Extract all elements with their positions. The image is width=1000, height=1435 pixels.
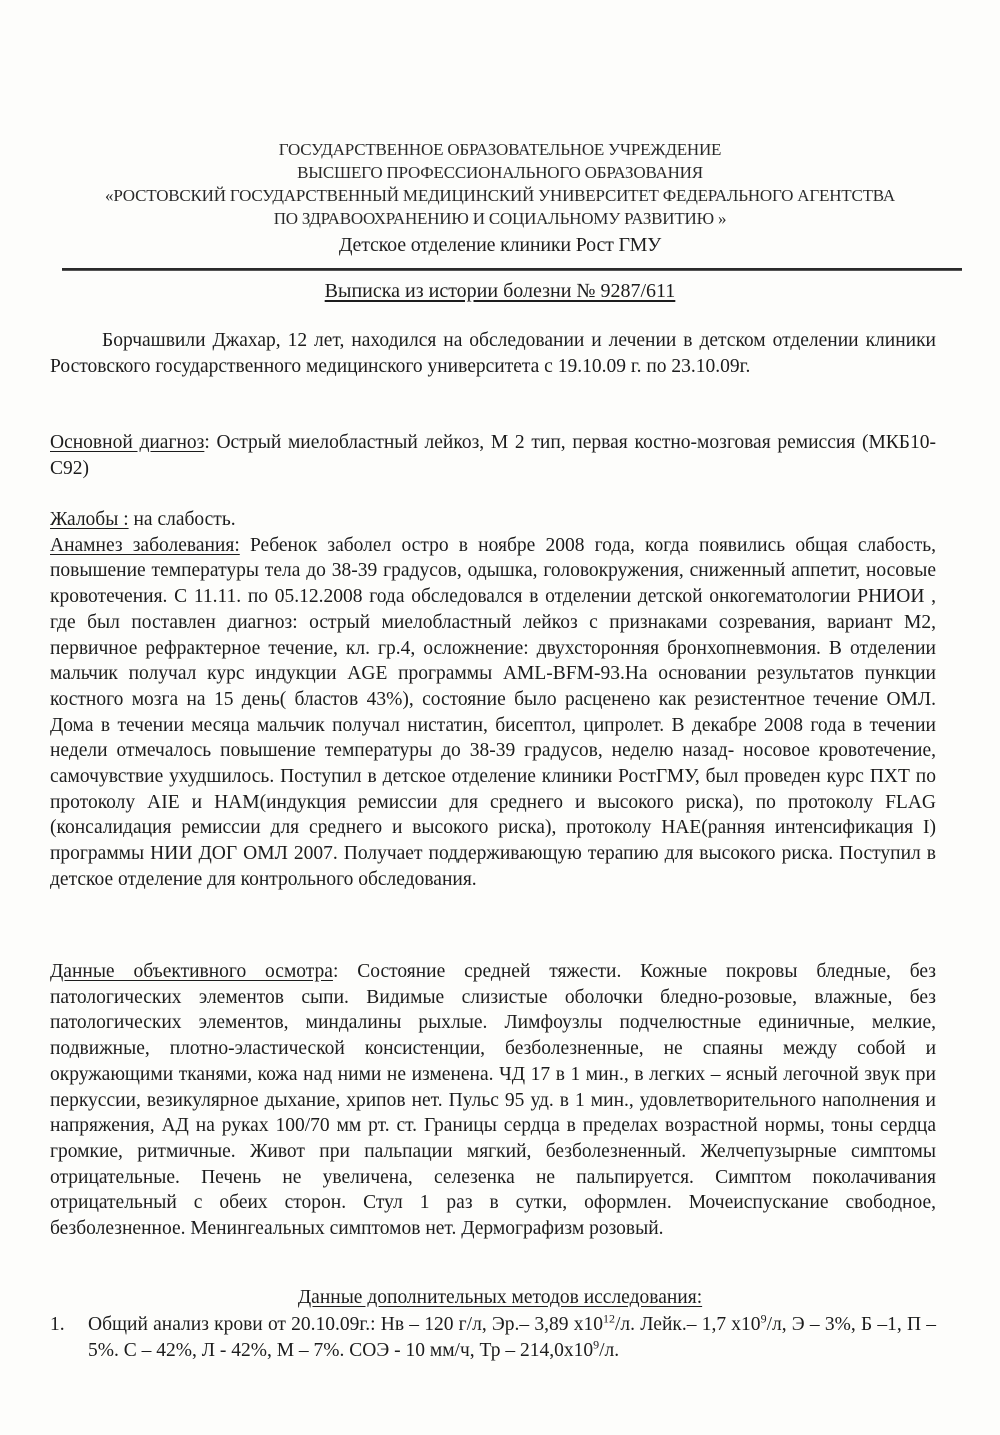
document-title xyxy=(0,280,1000,303)
anamnesis-text: Ребенок заболел остро в ноябре 2008 года, когда появились общая слабость, повышение температуры тела до 38-39 градусов, одышка, головокружения, сниженный аппетит, носовые кровотечения. С 11.11. по 05.12.2008 года обследовался в отделении детской онкогематологии РНИОИ , где был поставлен диагноз: острый миелобластный лейкоз с признаками созревания, вариант М2, первичное рефрактерное течение, кл. гр.4, осложнение: двухсторонняя бронхопневмония. В отделении мальчик получал курс индукции AGE программы AML-BFM-93.На основании результатов пункции костного мозга на 15 день( бластов 43%), состояние было расценено как резистентное течение ОМЛ. Дома в течении месяца мальчик получал нистатин, бисептол, ципролет. В декабре 2008 года в течении недели отмечалось повышение температуры до 38-39 градусов, неделю назад- носовое кровотечение, самочувствие ухудшилось. Поступил в детское отделение клиники РостГМУ, был проведен курс ПХТ по протоколу AIE и HAM(индукция ремиссии для среднего и высокого риска), по протоколу FLAG (консалидация ремиссии для среднего и высокого риска), протоколу HAE(ранняя интенсификация I) программы НИИ ДОГ ОМЛ 2007. Получает поддерживающую терапию для высокого риска. Поступил в детское отделение для контрольного обследования. xyxy=(50,534,936,890)
exam-label: Данные объективного осмотра xyxy=(50,961,333,982)
diagnosis-section xyxy=(50,430,936,481)
blood-test-part: /л, Э – 3%, Б –1, П – 5%. С – 42%, Л - 42%, М – 7%. СОЭ - 10 мм/ч, Тр – 214,0х10 xyxy=(88,1314,936,1361)
header-line: ПО ЗДРАВООХРАНЕНИЮ И СОЦИАЛЬНОМУ РАЗВИТИЮ » xyxy=(273,209,727,228)
blood-test-part: /л. xyxy=(599,1339,620,1361)
complaints-text: на слабость. xyxy=(128,509,236,530)
exponent: 12 xyxy=(602,1311,615,1326)
institution-header xyxy=(40,138,960,258)
diagnosis-paragraph xyxy=(50,430,936,481)
exam-text: : Состояние средней тяжести. Кожные покровы бледные, без патологических элементов сыпи. Видимые слизистые оболочки бледно-розовые, влажные, без патологических элементов, миндалины рыхлые. Лимфоузлы подчелюстные единичные, мелкие, подвижные, плотно-эластической консистенции, безболезненные, не спаяны между собой и окружающими тканями, кожа над ними не изменена. ЧД 17 в 1 мин., в легких – ясный легочной звук при перкуссии, везикулярное дыхание, хрипов нет. Пульс 95 уд. в 1 мин., удовлетворительного наполнения и напряжения, АД на руках 100/70 мм рт. ст. Границы сердца в пределах возрастной нормы, тоны сердца громкие, ритмичные. Живот при пальпации мягкий, безболезненный. Желчепузырные симптомы отрицательные. Печень не увеличена, селезенка не пальпируется. Симптом поколачивания отрицательный с обеих сторон. Стул 1 раз в сутки, оформлен. Мочеиспускание свободное, безболезненное. Менингеальных симптомов нет. Дермографизм розовый. xyxy=(50,961,936,1240)
exam-section xyxy=(50,959,936,1242)
intro-paragraph xyxy=(50,328,936,379)
additional-methods-list xyxy=(50,1312,936,1363)
anamnesis-paragraph xyxy=(50,533,936,893)
header-line: «РОСТОВСКИЙ ГОСУДАРСТВЕННЫЙ МЕДИЦИНСКИЙ УНИВЕРСИТЕТ ФЕДЕРАЛЬНОГО АГЕНТСТВА xyxy=(105,186,895,205)
department-name: Детское отделение клиники Рост ГМУ xyxy=(338,234,662,256)
exponent: 9 xyxy=(760,1311,767,1326)
exponent: 9 xyxy=(593,1337,600,1352)
list-item xyxy=(50,1312,936,1363)
header-line: ГОСУДАРСТВЕННОЕ ОБРАЗОВАТЕЛЬНОЕ УЧРЕЖДЕНИЕ xyxy=(278,140,722,159)
additional-methods-heading-text: Данные дополнительных методов исследования: xyxy=(297,1287,703,1308)
anamnesis-label: Анамнез заболевания: xyxy=(50,534,240,556)
additional-methods-heading xyxy=(0,1287,1000,1309)
header-line: ВЫСШЕГО ПРОФЕССИОНАЛЬНОГО ОБРАЗОВАНИЯ xyxy=(297,163,703,182)
complaints-paragraph xyxy=(50,507,936,533)
complaints-anamnesis-section xyxy=(50,507,936,893)
blood-test-part: Общий анализ крови от 20.10.09г.: Нв – 120 г/л, Эр.– 3,89 х10 xyxy=(88,1314,603,1335)
list-item-number: 1. xyxy=(50,1314,65,1335)
diagnosis-label: Основной диагноз xyxy=(50,432,205,453)
diagnosis-text: : Острый миелобластный лейкоз, М 2 тип, первая костно-мозговая ремиссия (МКБ10-С92) xyxy=(50,432,936,479)
exam-paragraph xyxy=(50,959,936,1242)
intro-text: Борчашвили Джахар, 12 лет, находился на обследовании и лечении в детском отделении клиники Ростовского государственного медицинского университета с 19.10.09 г. по 23.10.09г. xyxy=(50,330,936,377)
header-divider xyxy=(62,268,962,271)
blood-test-part: /л. Лейк.– 1,7 х10 xyxy=(614,1314,761,1335)
blood-test-text xyxy=(88,1312,936,1363)
document-title-text: Выписка из истории болезни № 9287/611 xyxy=(324,280,676,302)
complaints-label: Жалобы : xyxy=(50,509,129,530)
